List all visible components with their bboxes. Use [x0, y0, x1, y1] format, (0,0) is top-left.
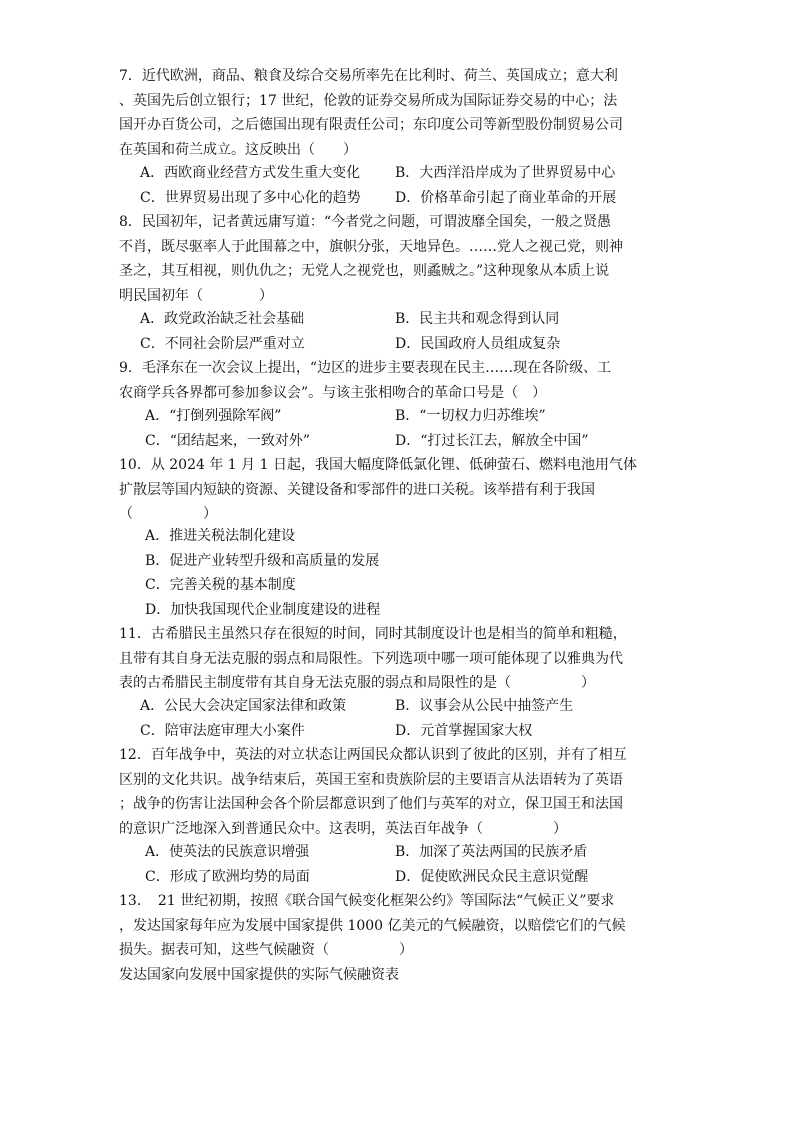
option-q10-C[interactable]: C．完善关税的基本制度: [145, 577, 296, 593]
question-text-line: 发达国家向发展中国家提供的实际气候融资表: [119, 966, 399, 983]
question-text-line: 不肖，既尽驱率人于此围幕之中，旗帜分张，天地异色。……党人之视己党，则神: [119, 238, 623, 255]
option-q8-A[interactable]: A．政党政治缺乏社会基础: [140, 311, 305, 327]
question-text-line: 9．毛泽东在一次会议上提出，“边区的进步主要表现在民主……现在各阶级、工: [119, 360, 612, 376]
option-q12-A[interactable]: A．使英法的民族意识增强: [145, 844, 310, 860]
option-q8-C[interactable]: C．不同社会阶层严重对立: [140, 335, 305, 352]
question-q11-stem: [119, 622, 675, 696]
option-q7-A[interactable]: A．西欧商业经营方式发生重大变化: [140, 165, 361, 181]
question-text-line: 在英国和荷兰成立。这反映出（ ）: [119, 141, 357, 158]
question-text-line: ，发达国家每年应为发展中国家提供 1000 亿美元的气候融资，以赔偿它们的气候: [119, 917, 626, 934]
option-q9-C[interactable]: C．“团结起来，一致对外”: [145, 432, 311, 449]
option-q8-B[interactable]: B．民主共和观念得到认同: [395, 311, 560, 327]
question-text-line: 的意识广泛地深入到普通民众中。这表明，英法百年战争（ ）: [119, 820, 567, 837]
option-q10-A[interactable]: A．推进关税法制化建设: [145, 528, 296, 544]
question-q8-stem: [119, 210, 675, 308]
question-text-line: 区别的文化共识。战争结束后，英国王室和贵族阶层的主要语言从法语转为了英语: [119, 771, 623, 788]
question-text-line: 表的古希腊民主制度带有其自身无法克服的弱点和局限性的是（ ）: [119, 675, 595, 691]
option-q9-A[interactable]: A．“打倒列强除军阀”: [145, 408, 282, 424]
question-text-line: 农商学兵各界都可参加参议会”。与该主张相吻合的革命口号是（ ）: [119, 384, 547, 401]
question-text-line: 扩散层等国内短缺的资源、关键设备和零部件的进口关税。该举措有利于我国: [119, 481, 595, 498]
option-q7-B[interactable]: B．大西洋沿岸成为了世界贸易中心: [395, 165, 616, 181]
question-q10-stem: [119, 453, 675, 527]
question-text-line: 圣之，其互相视，则仇仇之；无党人之视党也，则蟊贼之。”这种现象从本质上说: [119, 263, 610, 279]
option-q11-A[interactable]: A．公民大会决定国家法律和政策: [140, 698, 347, 714]
option-q11-D[interactable]: D．元首掌握国家大权: [395, 722, 533, 739]
question-text-line: 明民国初年（ ）: [119, 287, 273, 304]
question-q13-stem: [119, 889, 675, 987]
question-text-line: ；战争的伤害让法国种会各个阶层都意识到了他们与英军的对立，保卫国王和法国: [119, 796, 623, 812]
option-q10-D[interactable]: D．加快我国现代企业制度建设的进程: [145, 601, 381, 618]
option-q9-B[interactable]: B．“一切权力归苏维埃”: [395, 408, 546, 424]
option-q12-B[interactable]: B．加深了英法两国的民族矛盾: [395, 844, 588, 860]
question-q12-stem: [119, 743, 675, 841]
question-text-line: 11．古希腊民主虽然只存在很短的时间，同时其制度设计也是相当的简单和粗糙，: [119, 626, 627, 642]
option-q11-B[interactable]: B．议事会从公民中抽签产生: [395, 698, 574, 714]
option-q7-C[interactable]: C．世界贸易出现了多中心化的趋势: [140, 189, 361, 206]
option-q7-D[interactable]: D．价格革命引起了商业革命的开展: [395, 189, 617, 206]
question-text-line: 7．近代欧洲，商品、粮食及综合交易所率先在比利时、荷兰、英国成立；意大利: [119, 68, 618, 84]
option-q10-B[interactable]: B．促进产业转型升级和高质量的发展: [145, 552, 380, 569]
question-text-line: 国开办百货公司，之后德国出现有限责任公司；东印度公司等新型股份制贸易公司: [119, 117, 623, 133]
option-q12-C[interactable]: C．形成了欧洲均势的局面: [145, 868, 310, 885]
question-text-line: 12．百年战争中，英法的对立状态让两国民众都认识到了彼此的区别，并有了相互: [119, 747, 627, 763]
question-text-line: 10．从 2024 年 1 月 1 日起，我国大幅度降低氯化锂、低砷萤石、燃料电池用气体: [119, 457, 637, 473]
option-q8-D[interactable]: D．民国政府人员组成复杂: [395, 335, 561, 352]
question-text-line: 且带有其自身无法克服的弱点和局限性。下列选项中哪一项可能体现了以雅典为代: [119, 650, 623, 667]
question-text-line: （ ）: [119, 506, 217, 522]
option-q12-D[interactable]: D．促使欧洲民众民主意识觉醒: [395, 868, 589, 885]
question-text-line: 损失。据表可知，这些气候融资（ ）: [119, 942, 413, 958]
question-text-line: 、英国先后创立银行；17 世纪，伦敦的证券交易所成为国际证券交易的中心；法: [119, 92, 618, 109]
question-q9-stem: [119, 356, 675, 405]
question-text-line: 13． 21 世纪初期，按照《联合国气候变化框架公约》等国际法“气候正义”要求: [119, 893, 615, 909]
question-q7-stem: [119, 64, 675, 162]
option-q9-D[interactable]: D．“打过长江去，解放全中国”: [395, 432, 589, 449]
question-text-line: 8．民国初年，记者黄远庸写道：“今者党之问题，可谓波靡全国矣，一般之贤愚: [119, 214, 612, 230]
option-q11-C[interactable]: C．陪审法庭审理大小案件: [140, 722, 305, 739]
